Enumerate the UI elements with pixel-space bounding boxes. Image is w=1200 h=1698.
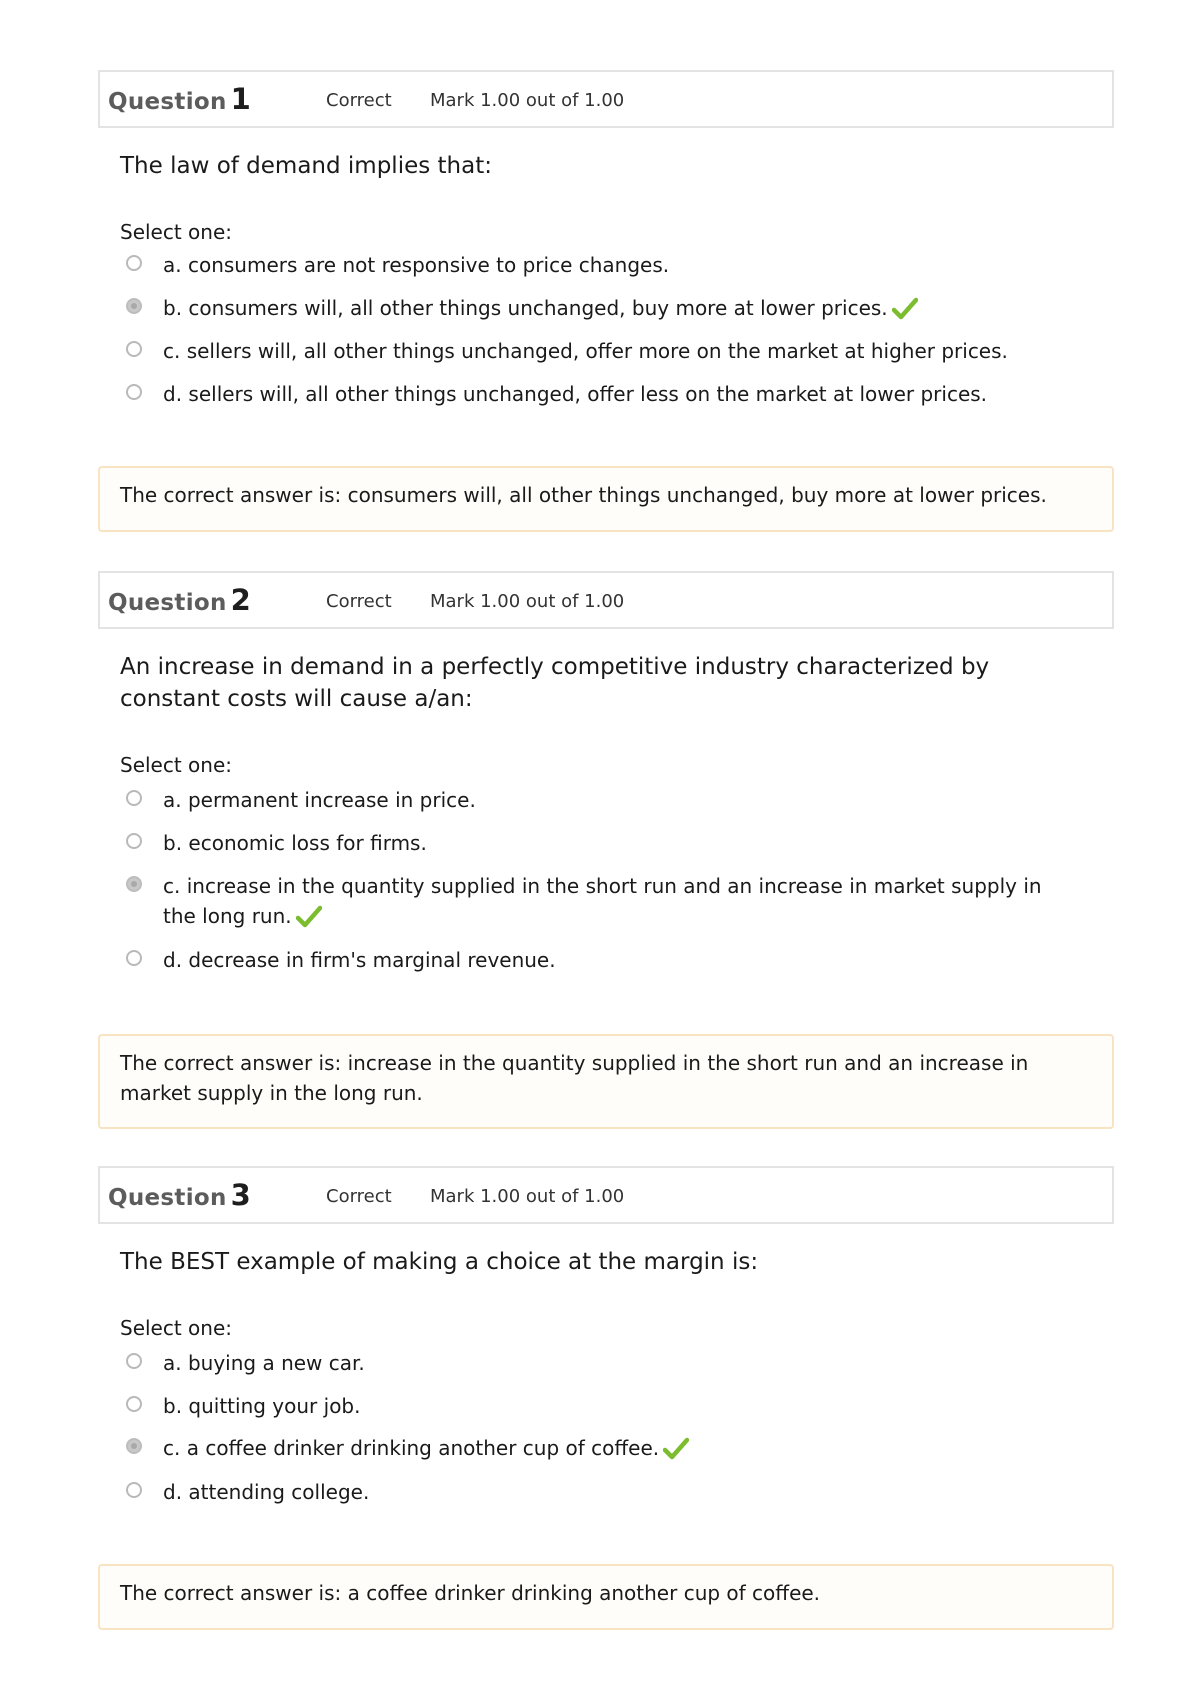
option-text: a. buying a new car.	[163, 1351, 365, 1375]
radio-button-selected[interactable]	[126, 1438, 142, 1454]
option-a[interactable]	[126, 785, 1056, 815]
option-text: c. increase in the quantity supplied in the short run and an increase in market supply in the long run.	[163, 874, 1042, 928]
option-text: a. consumers are not responsive to price changes.	[163, 253, 670, 277]
option-text-with-mark	[126, 293, 1056, 323]
option-text: d. attending college.	[163, 1480, 370, 1504]
question-mark: Mark 1.00 out of 1.00	[430, 90, 625, 111]
option-a[interactable]	[126, 250, 1056, 280]
option-text: c. a coffee drinker drinking another cup of coffee.	[163, 1436, 660, 1460]
feedback-box	[98, 466, 1114, 532]
option-text: d. sellers will, all other things unchanged, offer less on the market at lower prices.	[163, 382, 988, 406]
radio-button[interactable]	[126, 1353, 142, 1369]
question-mark: Mark 1.00 out of 1.00	[430, 1186, 625, 1207]
option-text-with-mark	[126, 871, 1056, 931]
question-header	[98, 571, 1114, 629]
radio-button[interactable]	[126, 1482, 142, 1498]
question-label-text: Question	[108, 89, 227, 115]
question-label	[108, 1178, 251, 1212]
check-icon	[296, 905, 322, 929]
option-text: b. consumers will, all other things unchanged, buy more at lower prices.	[163, 296, 888, 320]
question-text: An increase in demand in a perfectly competitive industry characterized by constant costs will cause a/an:	[120, 654, 990, 712]
option-a[interactable]	[126, 1348, 1056, 1378]
option-text: a. permanent increase in price.	[163, 788, 476, 812]
question-number: 1	[230, 82, 252, 116]
question-header	[98, 70, 1114, 128]
question-label	[108, 583, 251, 617]
radio-button[interactable]	[126, 790, 142, 806]
feedback-text: The correct answer is: consumers will, all other things unchanged, buy more at lower prices.	[120, 483, 1047, 507]
question-state: Correct	[326, 90, 392, 111]
question-number: 3	[230, 1178, 252, 1212]
select-one-label: Select one:	[120, 1316, 233, 1340]
option-c[interactable]	[126, 1433, 1056, 1463]
question-3	[98, 1166, 1114, 1605]
option-b[interactable]	[126, 293, 1056, 323]
check-icon	[663, 1437, 689, 1461]
option-b[interactable]	[126, 828, 1056, 858]
option-text: d. decrease in firm's marginal revenue.	[163, 948, 556, 972]
radio-button-selected[interactable]	[126, 298, 142, 314]
option-d[interactable]	[126, 379, 1056, 409]
option-b[interactable]	[126, 1391, 1056, 1421]
question-1	[98, 70, 1114, 507]
radio-button[interactable]	[126, 833, 142, 849]
option-d[interactable]	[126, 1477, 1056, 1507]
question-state: Correct	[326, 591, 392, 612]
question-label-text: Question	[108, 590, 227, 616]
option-text: c. sellers will, all other things unchanged, offer more on the market at higher prices.	[163, 339, 1008, 363]
option-text: b. quitting your job.	[163, 1394, 361, 1418]
option-text: b. economic loss for firms.	[163, 831, 427, 855]
option-c[interactable]	[126, 871, 1056, 931]
check-icon	[892, 297, 918, 321]
option-c[interactable]	[126, 336, 1056, 366]
question-header	[98, 1166, 1114, 1224]
radio-button[interactable]	[126, 341, 142, 357]
radio-button[interactable]	[126, 950, 142, 966]
question-text: The BEST example of making a choice at the margin is:	[120, 1249, 759, 1275]
question-text: The law of demand implies that:	[120, 153, 492, 179]
question-mark: Mark 1.00 out of 1.00	[430, 591, 625, 612]
feedback-box	[98, 1564, 1114, 1630]
select-one-label: Select one:	[120, 220, 233, 244]
feedback-box	[98, 1034, 1114, 1129]
radio-button[interactable]	[126, 1396, 142, 1412]
select-one-label: Select one:	[120, 753, 233, 777]
radio-button-selected[interactable]	[126, 876, 142, 892]
question-label	[108, 82, 251, 116]
option-text-with-mark	[126, 1433, 1056, 1463]
question-state: Correct	[326, 1186, 392, 1207]
option-d[interactable]	[126, 945, 1056, 975]
feedback-text: The correct answer is: a coffee drinker drinking another cup of coffee.	[120, 1581, 821, 1605]
question-number: 2	[230, 583, 252, 617]
radio-button[interactable]	[126, 384, 142, 400]
feedback-text: The correct answer is: increase in the quantity supplied in the short run and an increase in market supply in the long run.	[120, 1051, 1029, 1105]
radio-button[interactable]	[126, 255, 142, 271]
question-2	[98, 571, 1114, 1105]
question-label-text: Question	[108, 1185, 227, 1211]
